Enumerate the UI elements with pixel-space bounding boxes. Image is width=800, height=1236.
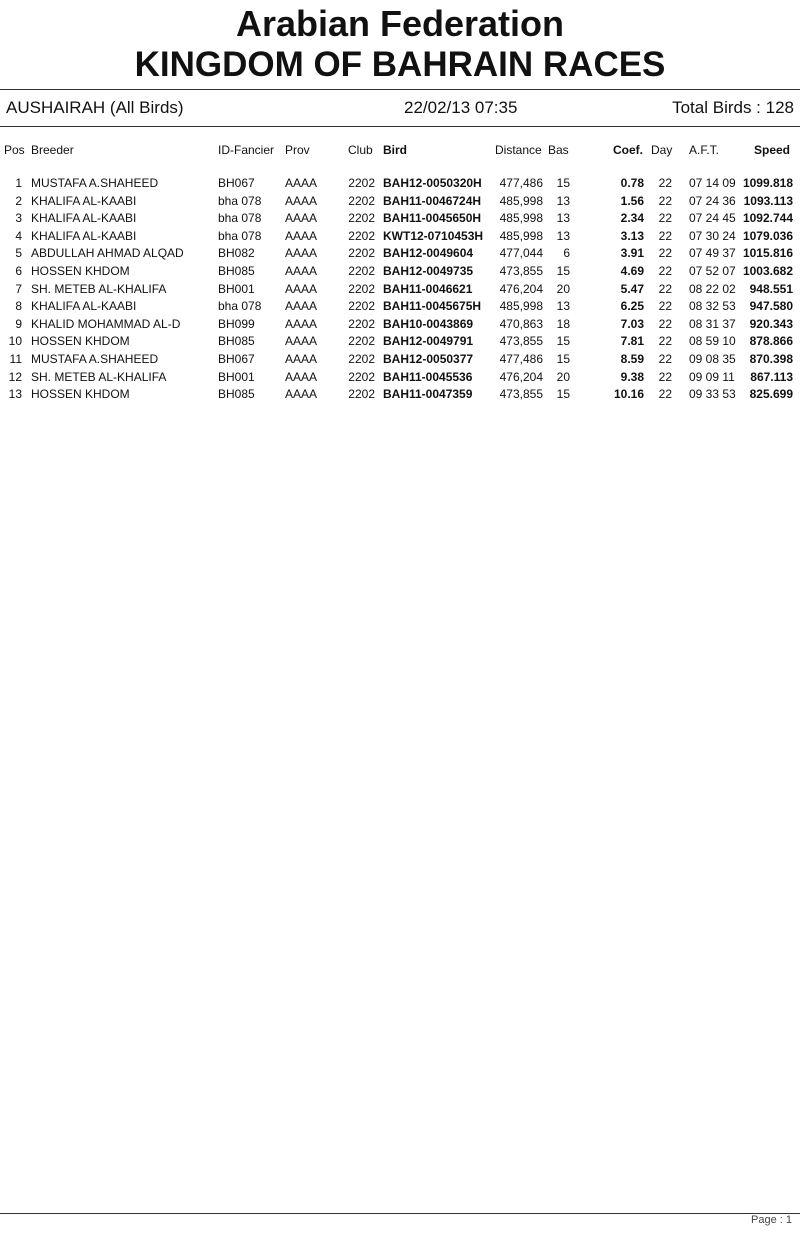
cell-coef: 4.69 [620, 264, 644, 278]
cell-club: 2202 [348, 211, 375, 226]
cell-speed: 1099.818 [742, 176, 793, 190]
cell-breeder: HOSSEN KHDOM [31, 334, 130, 349]
cell-id: BH085 [218, 264, 255, 278]
cell-prov: AAAA [285, 281, 318, 296]
cell-day: 22 [658, 352, 672, 366]
table-row [0, 282, 800, 299]
cell-day: 22 [658, 246, 672, 261]
cell-day: 22 [658, 387, 672, 402]
cell-bas: 20 [556, 369, 570, 384]
race-name: AUSHAIRAH (All Birds) [6, 98, 184, 117]
cell-prov: AAAA [285, 176, 318, 190]
cell-bird: BAH11-0045675H [383, 299, 482, 314]
cell-breeder: MUSTAFA A.SHAHEED [31, 352, 159, 366]
cell-id: BH082 [218, 246, 255, 261]
cell-day: 22 [658, 228, 672, 243]
table-row [0, 299, 800, 316]
cell-breeder: SH. METEB AL-KHALIFA [31, 281, 167, 296]
cell-distance: 485,998 [499, 228, 543, 243]
cell-day: 22 [658, 316, 672, 331]
cell-club: 2202 [348, 387, 375, 402]
title-line-2: KINGDOM OF BAHRAIN RACES [134, 45, 666, 84]
cell-distance: 485,998 [499, 299, 543, 314]
cell-coef: 8.59 [620, 352, 644, 366]
cell-prov: AAAA [285, 299, 318, 314]
cell-bird: BAH11-0047359 [383, 387, 473, 402]
cell-breeder: HOSSEN KHDOM [31, 264, 130, 278]
cell-bird: BAH12-0050320H [383, 176, 482, 190]
cell-id: BH001 [218, 369, 255, 384]
cell-pos: 13 [8, 387, 22, 402]
cell-prov: AAAA [285, 316, 318, 331]
cell-aft: 07 24 36 [689, 193, 736, 208]
cell-id: bha 078 [218, 193, 262, 208]
col-speed: Speed [754, 143, 791, 157]
cell-day: 22 [658, 299, 672, 314]
cell-distance: 476,204 [499, 281, 543, 296]
cell-club: 2202 [348, 352, 375, 366]
cell-bas: 15 [556, 264, 570, 278]
cell-aft: 07 14 09 [689, 176, 736, 190]
cell-breeder: SH. METEB AL-KHALIFA [31, 369, 167, 384]
cell-day: 22 [658, 193, 672, 208]
divider-top [0, 89, 800, 90]
cell-breeder: KHALID MOHAMMAD AL-D [31, 316, 181, 331]
cell-coef: 0.78 [620, 176, 644, 190]
page-number: Page : 1 [751, 1214, 792, 1226]
cell-club: 2202 [348, 246, 375, 261]
table-row [0, 211, 800, 228]
table-row [0, 370, 800, 387]
cell-pos: 10 [8, 334, 22, 349]
cell-bird: BAH11-0045536 [383, 369, 473, 384]
cell-pos: 1 [15, 176, 22, 190]
cell-id: BH067 [218, 352, 255, 366]
cell-bird: BAH12-0050377 [383, 352, 474, 366]
cell-coef: 3.91 [620, 246, 644, 261]
cell-aft: 09 08 35 [689, 352, 736, 366]
cell-breeder: MUSTAFA A.SHAHEED [31, 176, 159, 190]
cell-bas: 15 [556, 352, 570, 366]
cell-coef: 10.16 [613, 387, 644, 402]
title-line-1: Arabian Federation [235, 3, 565, 44]
cell-breeder: KHALIFA AL-KAABI [31, 211, 137, 226]
cell-id: bha 078 [218, 211, 262, 226]
cell-breeder: KHALIFA AL-KAABI [31, 228, 137, 243]
cell-bird: BAH11-0046724H [383, 193, 482, 208]
cell-pos: 5 [15, 246, 22, 261]
cell-prov: AAAA [285, 211, 318, 226]
cell-bas: 13 [556, 211, 570, 226]
table-row [0, 264, 800, 281]
cell-bas: 13 [556, 193, 570, 208]
cell-day: 22 [658, 176, 672, 190]
table-row [0, 387, 800, 404]
cell-aft: 07 52 07 [689, 264, 736, 278]
col-aft: A.F.T. [689, 143, 720, 157]
cell-id: BH099 [218, 316, 255, 331]
col-coef: Coef. [613, 143, 643, 157]
cell-club: 2202 [348, 299, 375, 314]
cell-bird: KWT12-0710453H [383, 228, 484, 243]
cell-coef: 1.56 [620, 193, 644, 208]
cell-coef: 2.34 [620, 211, 644, 226]
cell-pos: 2 [15, 193, 22, 208]
cell-pos: 6 [15, 264, 22, 278]
cell-day: 22 [658, 281, 672, 296]
cell-speed: 878.866 [749, 334, 793, 349]
table-row [0, 246, 800, 263]
table-row [0, 352, 800, 369]
cell-breeder: KHALIFA AL-KAABI [31, 193, 137, 208]
cell-distance: 473,855 [499, 387, 543, 402]
cell-club: 2202 [348, 369, 375, 384]
cell-breeder: HOSSEN KHDOM [31, 387, 130, 402]
cell-club: 2202 [348, 334, 375, 349]
cell-bas: 18 [556, 316, 570, 331]
col-bird: Bird [383, 143, 407, 157]
cell-pos: 11 [9, 352, 22, 366]
cell-speed: 867.113 [750, 369, 793, 384]
cell-coef: 9.38 [620, 369, 644, 384]
cell-pos: 3 [15, 211, 22, 226]
cell-distance: 485,998 [499, 193, 543, 208]
cell-speed: 1015.816 [742, 246, 793, 261]
cell-prov: AAAA [285, 228, 318, 243]
table-row [0, 334, 800, 351]
cell-prov: AAAA [285, 334, 318, 349]
cell-prov: AAAA [285, 352, 318, 366]
cell-prov: AAAA [285, 193, 318, 208]
cell-distance: 473,855 [499, 264, 543, 278]
cell-breeder: ABDULLAH AHMAD ALQAD [31, 246, 184, 261]
cell-distance: 477,486 [499, 176, 543, 190]
cell-coef: 7.03 [620, 316, 644, 331]
race-datetime: 22/02/13 07:35 [404, 98, 518, 117]
table-row [0, 317, 800, 334]
cell-bas: 15 [556, 387, 570, 402]
total-birds: Total Birds : 128 [672, 98, 794, 117]
col-bas: Bas [548, 143, 569, 157]
cell-aft: 08 22 02 [689, 281, 736, 296]
cell-bas: 15 [556, 334, 570, 349]
cell-bird: BAH12-0049604 [383, 246, 474, 261]
cell-aft: 08 31 37 [689, 316, 736, 331]
cell-id: BH001 [218, 281, 255, 296]
cell-id: BH085 [218, 387, 255, 402]
cell-prov: AAAA [285, 246, 318, 261]
cell-bas: 13 [556, 299, 570, 314]
cell-distance: 477,044 [499, 246, 543, 261]
col-distance: Distance [495, 143, 542, 157]
cell-prov: AAAA [285, 264, 318, 278]
cell-breeder: KHALIFA AL-KAABI [31, 299, 137, 314]
cell-coef: 3.13 [620, 228, 644, 243]
col-day: Day [651, 143, 673, 157]
cell-club: 2202 [348, 193, 375, 208]
table-row [0, 194, 800, 211]
cell-id: BH067 [218, 176, 255, 190]
cell-bas: 20 [556, 281, 570, 296]
cell-speed: 1092.744 [742, 211, 793, 226]
cell-prov: AAAA [285, 369, 318, 384]
col-club: Club [348, 143, 373, 157]
cell-speed: 947.580 [749, 299, 793, 314]
cell-bird: BAH10-0043869 [383, 316, 474, 331]
table-row [0, 176, 800, 193]
cell-speed: 948.551 [749, 281, 793, 296]
cell-bird: BAH11-0045650H [383, 211, 482, 226]
cell-distance: 485,998 [499, 211, 543, 226]
cell-speed: 920.343 [749, 316, 793, 331]
cell-distance: 477,486 [499, 352, 543, 366]
cell-id: BH085 [218, 334, 255, 349]
cell-distance: 476,204 [499, 369, 543, 384]
cell-aft: 09 33 53 [689, 387, 736, 402]
cell-pos: 7 [15, 281, 22, 296]
cell-speed: 870.398 [749, 352, 793, 366]
divider-header [0, 126, 800, 127]
cell-speed: 1003.682 [742, 264, 793, 278]
cell-bas: 13 [556, 228, 570, 243]
cell-day: 22 [658, 334, 672, 349]
cell-distance: 473,855 [499, 334, 543, 349]
cell-bird: BAH12-0049791 [383, 334, 474, 349]
cell-aft: 08 32 53 [689, 299, 736, 314]
cell-bird: BAH12-0049735 [383, 264, 474, 278]
cell-distance: 470,863 [499, 316, 543, 331]
cell-speed: 1093.113 [743, 193, 793, 208]
cell-id: bha 078 [218, 228, 262, 243]
cell-aft: 08 59 10 [689, 334, 736, 349]
cell-day: 22 [658, 369, 672, 384]
cell-club: 2202 [348, 264, 375, 278]
cell-pos: 9 [15, 316, 22, 331]
cell-bas: 15 [556, 176, 570, 190]
cell-prov: AAAA [285, 387, 318, 402]
cell-club: 2202 [348, 228, 375, 243]
cell-pos: 8 [15, 299, 22, 314]
cell-aft: 07 49 37 [689, 246, 736, 261]
col-breeder: Breeder [31, 143, 74, 157]
cell-aft: 07 24 45 [689, 211, 736, 226]
cell-day: 22 [658, 264, 672, 278]
table-row [0, 229, 800, 246]
cell-coef: 5.47 [620, 281, 644, 296]
cell-day: 22 [658, 211, 672, 226]
col-prov: Prov [285, 143, 310, 157]
divider-bottom [0, 1213, 800, 1214]
cell-bird: BAH11-0046621 [383, 281, 473, 296]
cell-aft: 09 09 11 [689, 369, 735, 384]
cell-speed: 1079.036 [742, 228, 793, 243]
col-pos: Pos [4, 143, 25, 157]
cell-speed: 825.699 [749, 387, 793, 402]
cell-aft: 07 30 24 [689, 228, 736, 243]
cell-club: 2202 [348, 281, 375, 296]
cell-bas: 6 [563, 246, 570, 261]
cell-club: 2202 [348, 176, 375, 190]
cell-pos: 12 [8, 369, 22, 384]
cell-id: bha 078 [218, 299, 262, 314]
cell-coef: 7.81 [620, 334, 644, 349]
col-id-fancier: ID-Fancier [218, 143, 275, 157]
cell-coef: 6.25 [620, 299, 644, 314]
cell-club: 2202 [348, 316, 375, 331]
cell-pos: 4 [15, 228, 22, 243]
